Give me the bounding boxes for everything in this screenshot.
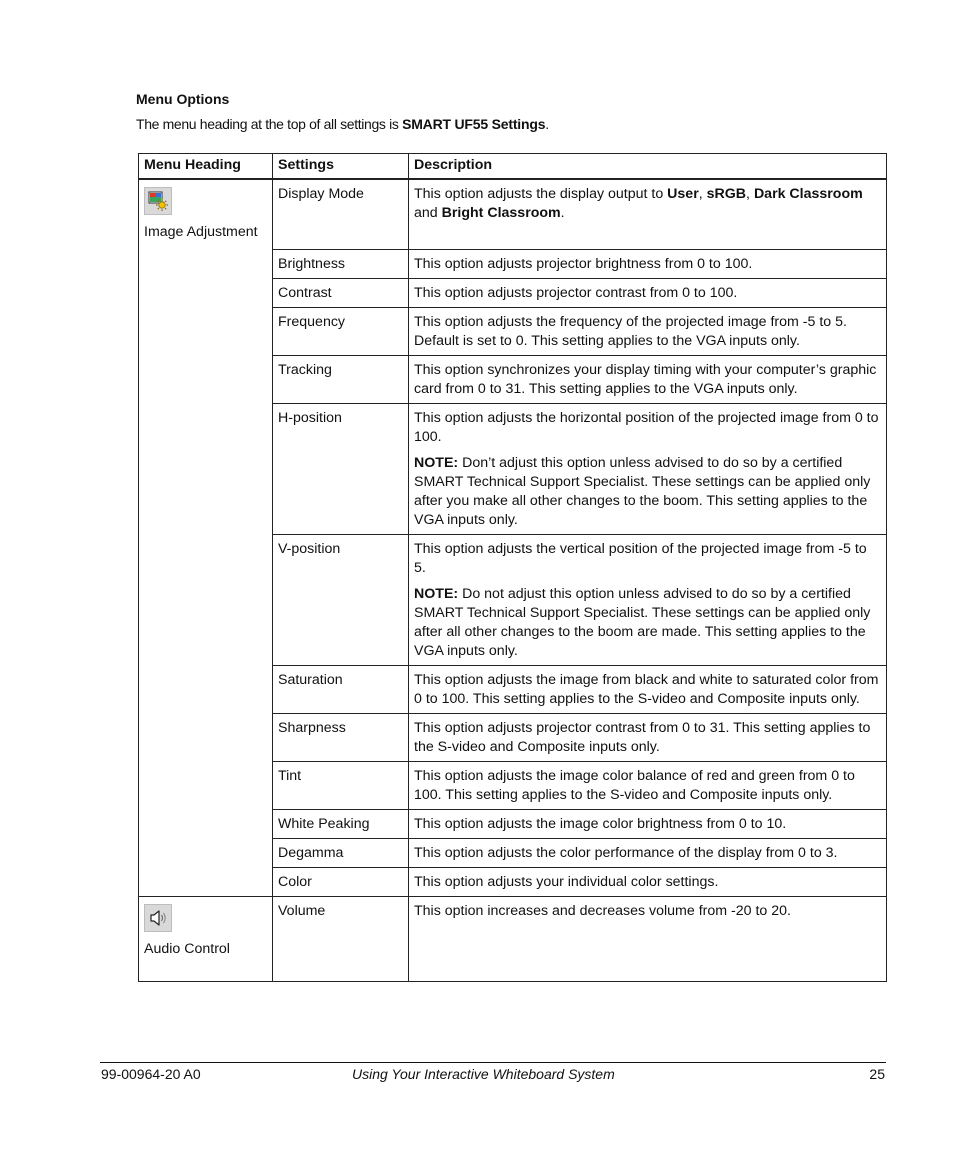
image-adjustment-icon <box>144 187 172 215</box>
table-row <box>139 897 887 982</box>
menu-heading-label: Audio Control <box>144 941 230 957</box>
desc-option-bright-classroom: Bright Classroom <box>441 205 561 221</box>
header-description: Description <box>409 154 887 179</box>
note-text: Don’t adjust this option unless advised to do so by a certified SMART Technical Support Specialist. These settings can be applied only after you make all other changes to the boom. This setting applies to the VGA inputs only. <box>414 455 871 528</box>
setting-cell: Tint <box>273 762 409 810</box>
description-cell: This option adjusts the color performance of the display from 0 to 3. <box>409 839 887 868</box>
footer-doc-number: 99-00964-20 A0 <box>101 1066 201 1082</box>
setting-cell: White Peaking <box>273 810 409 839</box>
desc-option-dark-classroom: Dark Classroom <box>753 186 863 202</box>
description-cell: This option adjusts the image color balance of red and green from 0 to 100. This setting applies to the S-video and Composite inputs only. <box>409 762 887 810</box>
note-paragraph <box>414 585 881 661</box>
setting-cell: Volume <box>273 897 409 982</box>
menu-heading-label: Image Adjustment <box>144 224 258 240</box>
description-cell: This option adjusts projector brightness from 0 to 100. <box>409 250 887 279</box>
setting-cell: Tracking <box>273 356 409 404</box>
menu-options-table <box>138 153 887 982</box>
description-cell: This option adjusts the image from black and white to saturated color from 0 to 100. This setting applies to the S-video and Composite inputs only. <box>409 666 887 714</box>
description-cell: This option adjusts the frequency of the projected image from -5 to 5. Default is set to 0. This setting applies to the VGA inputs only. <box>409 308 887 356</box>
setting-cell: H-position <box>273 404 409 535</box>
desc-text: , <box>698 186 707 202</box>
setting-cell: Saturation <box>273 666 409 714</box>
desc-text: This option adjusts the display output to <box>414 186 668 202</box>
header-settings: Settings <box>273 154 409 179</box>
intro-end: . <box>545 116 549 132</box>
desc-text: . <box>560 205 565 221</box>
table-header-row <box>139 154 887 179</box>
header-menu-heading: Menu Heading <box>139 154 273 179</box>
note-label: NOTE: <box>414 586 459 602</box>
description-cell <box>409 535 887 666</box>
footer-page-number: 25 <box>869 1066 885 1082</box>
setting-cell: Display Mode <box>273 180 409 250</box>
table-row <box>139 180 887 250</box>
footer-title: Using Your Interactive Whiteboard System <box>352 1066 615 1082</box>
setting-cell: Degamma <box>273 839 409 868</box>
desc-option-user: User <box>667 186 699 202</box>
description-cell: This option synchronizes your display timing with your computer’s graphic card from 0 to 31. This setting applies to the VGA inputs only. <box>409 356 887 404</box>
desc-text: , <box>746 186 754 202</box>
intro-product-name: SMART UF55 Settings <box>402 116 546 132</box>
note-text: Do not adjust this option unless advised to do so by a certified SMART Technical Support Specialist. These settings can be applied only after all other changes to the boom are made. This setting applies to the VGA inputs only. <box>414 586 871 659</box>
description-cell <box>409 180 887 250</box>
setting-cell: Frequency <box>273 308 409 356</box>
desc-text: This option adjusts the horizontal position of the projected image from 0 to 100. <box>414 410 879 445</box>
menu-heading-audio-control <box>139 897 273 982</box>
description-cell: This option adjusts projector contrast from 0 to 100. <box>409 279 887 308</box>
setting-cell: V-position <box>273 535 409 666</box>
description-cell: This option adjusts the image color brightness from 0 to 10. <box>409 810 887 839</box>
note-paragraph <box>414 454 881 530</box>
setting-cell: Brightness <box>273 250 409 279</box>
setting-cell: Contrast <box>273 279 409 308</box>
description-cell: This option adjusts your individual color settings. <box>409 868 887 897</box>
note-label: NOTE: <box>414 455 459 471</box>
intro-text: The menu heading at the top of all settings is <box>136 116 403 132</box>
intro-paragraph <box>136 116 549 132</box>
menu-heading-image-adjustment <box>139 180 273 897</box>
desc-text: and <box>414 205 442 221</box>
section-title: Menu Options <box>136 91 230 107</box>
speaker-icon <box>144 904 172 932</box>
setting-cell: Color <box>273 868 409 897</box>
desc-text: This option adjusts the vertical position of the projected image from -5 to 5. <box>414 541 867 576</box>
setting-cell: Sharpness <box>273 714 409 762</box>
description-cell: This option increases and decreases volume from -20 to 20. <box>409 897 887 982</box>
footer-rule <box>100 1062 886 1063</box>
description-cell <box>409 404 887 535</box>
desc-option-srgb: sRGB <box>706 186 747 202</box>
description-cell: This option adjusts projector contrast from 0 to 31. This setting applies to the S-video and Composite inputs only. <box>409 714 887 762</box>
